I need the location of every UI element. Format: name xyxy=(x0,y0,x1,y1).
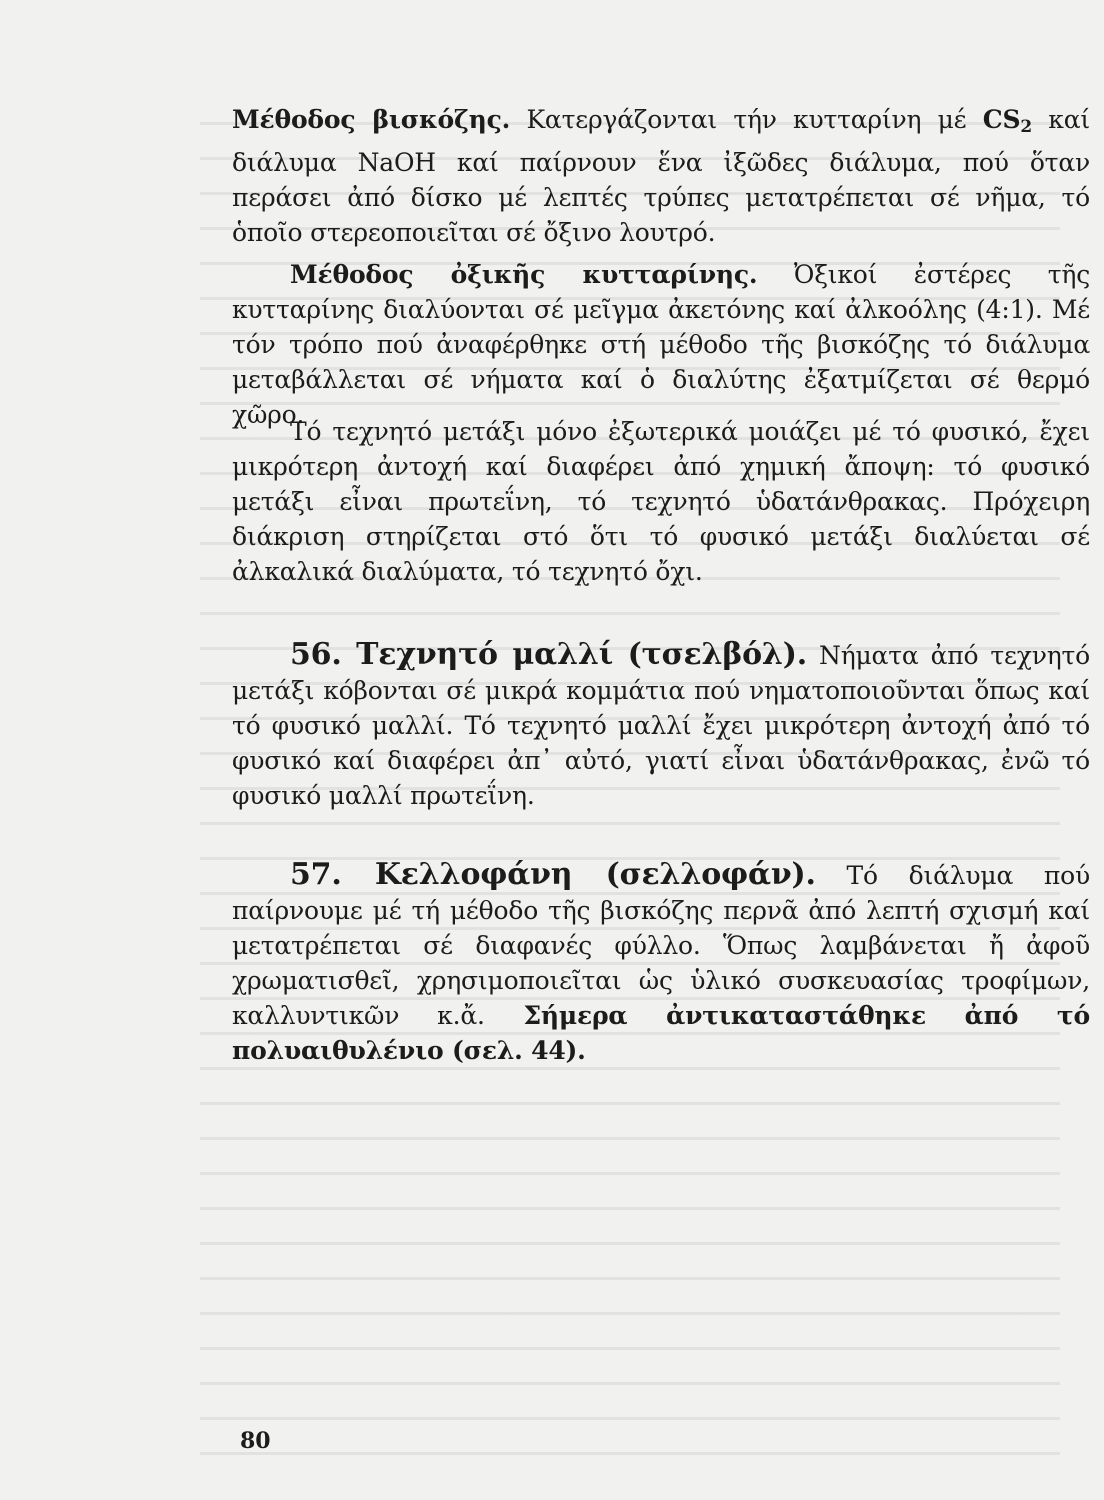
formula-cs2: $CS_2$ xyxy=(982,105,1032,137)
section-57-cellophane: 57. Κελλοφάνη (σελλοφάν). Τό διάλυμα πού παίρνουμε μέ τή μέθοδο τῆς βισκόζης περνᾶ ἀπό λεπτή σχισμή καί μετατρέπεται σέ διαφανές φύλλο. Ὅπως λαμβάνεται ἤ ἀφοῦ χρωματισθεῖ, χρησιμοποιεῖται ὡς ὑλικό συσκευασίας τροφίμων, καλλυντικῶν κ.ἄ. Σήμερα ἀντικαταστάθηκε ἀπό τό πολυαιθυλένιο (σελ. 44). xyxy=(232,857,1090,1065)
heading-viscose-method: Μέθοδος βισκόζης. xyxy=(232,105,511,134)
heading-section-56: 56. Τεχνητό μαλλί (τσελβόλ). xyxy=(290,637,807,672)
paragraph-acetate-method: Μέθοδος ὀξικῆς κυτταρίνης. Ὀξικοί ἐστέρες τῆς κυτταρίνης διαλύονται σέ μεῖγμα ἀκετόνης καί ἀλκοόλης (4:1). Μέ τόν τρόπο πού ἀναφέρθηκε στή μέθοδο τῆς βισκόζης τό διάλυμα μεταβάλλεται σέ νήματα καί ὁ διαλύτης ἐξατμίζεται σέ θερμό χῶρο. xyxy=(232,260,1090,429)
paragraph-viscose-method: Μέθοδος βισκόζης. Κατεργάζονται τήν κυτταρίνη μέ $CS_2$ καί διάλυμα NaOH καί παίρνουν ἕνα ἰξῶδες διάλυμα, πού ὅταν περάσει ἀπό δίσκο μέ λεπτές τρύπες μετατρέπεται σέ νῆμα, τό ὁποῖο στερεοποιεῖται σέ ὄξινο λουτρό. xyxy=(232,105,1090,247)
emphasis-replacement: Σήμερα ἀντικαταστάθηκε ἀπό τό πολυαιθυλένιο (σελ. 44). xyxy=(232,1001,1090,1065)
heading-acetate-method: Μέθοδος ὀξικῆς κυτταρίνης. xyxy=(290,260,758,289)
paragraph-artificial-silk: Τό τεχνητό μετάξι μόνο ἐξωτερικά μοιάζει μέ τό φυσικό, ἔχει μικρότερη ἀντοχή καί διαφέρει ἀπό χημική ἄποψη: τό φυσικό μετάξι εἶναι πρωτεΐνη, τό τεχνητό ὑδατάνθρακας. Πρόχειρη διάκριση στηρίζεται στό ὅτι τό φυσικό μετάξι διαλύεται σέ ἀλκαλικά διαλύματα, τό τεχνητό ὄχι. xyxy=(232,417,1090,586)
page-number: 80 xyxy=(240,1428,271,1454)
section-56-artificial-wool: 56. Τεχνητό μαλλί (τσελβόλ). Νήματα ἀπό τεχνητό μετάξι κόβονται σέ μικρά κομμάτια πού νηματοποιοῦνται ὅπως καί τό φυσικό μαλλί. Τό τεχνητό μαλλί ἔχει μικρότερη ἀντοχή ἀπό τό φυσικό καί διαφέρει ἀπ᾽ αὐτό, γιατί εἶναι ὑδατάνθρακας, ἐνῶ τό φυσικό μαλλί πρωτεΐνη. xyxy=(232,637,1090,810)
heading-section-57: 57. Κελλοφάνη (σελλοφάν). xyxy=(290,857,816,892)
